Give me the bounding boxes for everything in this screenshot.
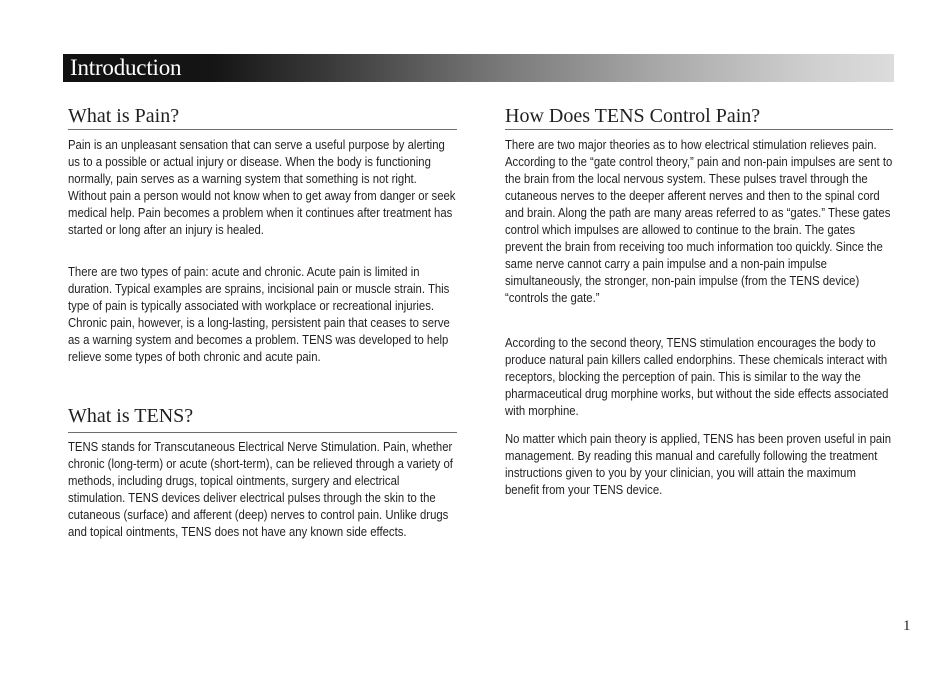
what-is-tens-paragraph-1: TENS stands for Transcutaneous Electrical Nerve Stimulation. Pain, whether chronic (long-term) or acute (short-term), can be relieved through a variety of methods, including drugs, topical ointments, surgery and electrical stimulation. TENS devices deliver electrical pulses through the skin to the cutaneous (surface) and afferent (deep) nerves to control pain. Unlike drugs and topical ointments, TENS does not have any known side effects. <box>68 440 453 539</box>
how-tens-paragraph-3: No matter which pain theory is applied, TENS has been proven useful in pain management. By reading this manual and carefully following the treatment instructions given to you by your clinician, you will attain the maximum benefit from your TENS device. <box>505 432 892 497</box>
what-is-pain-paragraph-1: Pain is an unpleasant sensation that can serve a useful purpose by alerting us to a possible or actual injury or disease. When the body is functioning normally, pain serves as a warning system that something is not right. Without pain a person would not know when to get away from danger or seek medical help. Pain becomes a problem when it continues after treatment has started or long after an injury is healed. <box>68 138 456 237</box>
section-title: Introduction <box>70 55 182 80</box>
section-banner <box>63 54 894 82</box>
heading-rule <box>68 432 457 433</box>
what-is-tens-heading: What is TENS? <box>68 405 194 427</box>
what-is-pain-paragraph-2: There are two types of pain: acute and chronic. Acute pain is limited in duration. Typical examples are sprains, incisional pain or muscle strain. This type of pain is typically associated with workplace or recreational injuries. Chronic pain, however, is a long-lasting, persistent pain that ceases to serve as a warning system and becomes a problem. TENS was developed to help relieve some types of both chronic and acute pain. <box>68 265 450 364</box>
how-tens-paragraph-1: There are two major theories as to how electrical stimulation relieves pain. According to the “gate control theory,” pain and non-pain impulses are sent to the brain from the local nervous system. These pulses travel through the cutaneous nerves to the deeper afferent nerves and then to the spinal cord and brain. Along the path are many areas referred to as “gates.” These gates control which impulses are allowed to continue to the brain. The gates prevent the brain from receiving too much information too quickly. Since the same nerve cannot carry a pain impulse and a non-pain impulse simultaneously, the stronger, non-pain impulse (from the TENS device) “controls the gate.” <box>505 138 893 305</box>
how-does-tens-control-pain-heading: How Does TENS Control Pain? <box>505 105 761 127</box>
heading-rule <box>68 129 457 130</box>
what-is-pain-heading: What is Pain? <box>68 105 180 127</box>
page-number: 1 <box>903 618 911 634</box>
how-tens-paragraph-2: According to the second theory, TENS stimulation encourages the body to produce natural pain killers called endorphins. These chemicals interact with receptors, blocking the perception of pain. This is similar to the way the pharmaceutical drug morphine works, but without the side effects associated with morphine. <box>505 336 889 418</box>
heading-rule <box>505 129 893 130</box>
